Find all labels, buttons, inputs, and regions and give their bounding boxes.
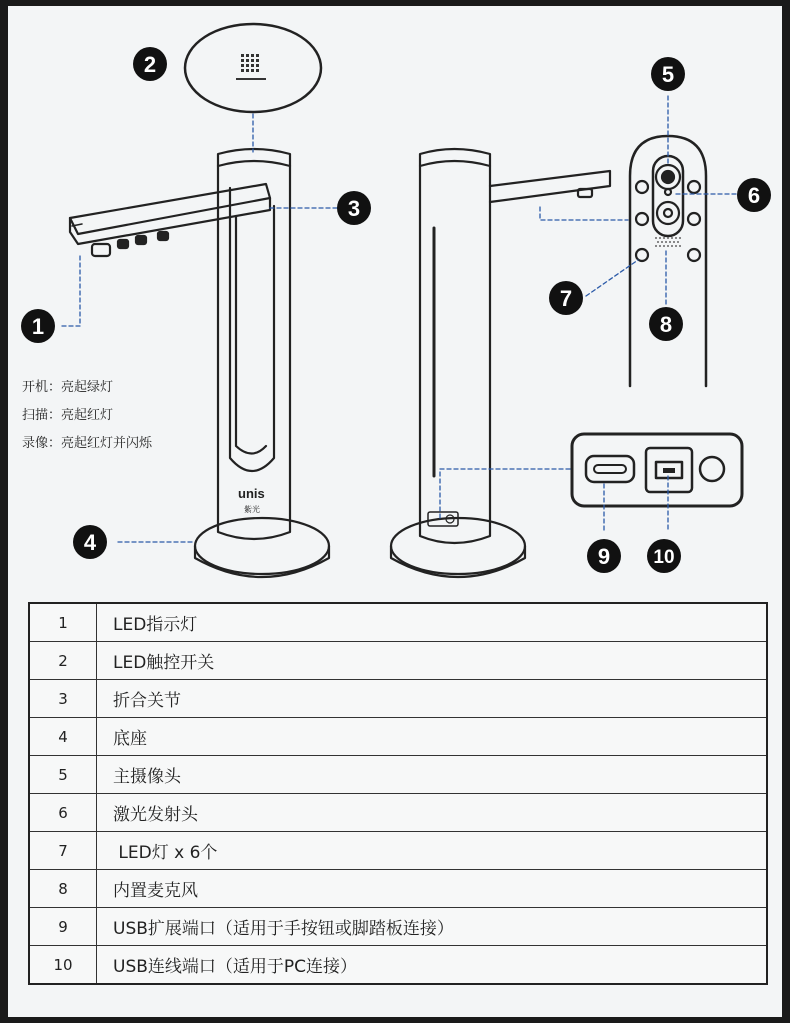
part-number: 4 bbox=[29, 718, 97, 756]
brand-sub: 紫光 bbox=[244, 505, 260, 514]
side-view-device bbox=[391, 149, 610, 577]
legend-record: 录像：亮起红灯并闪烁 bbox=[22, 436, 153, 451]
microphone-grille bbox=[655, 237, 681, 247]
part-description: 折合关节 bbox=[97, 680, 768, 718]
part-description: 底座 bbox=[97, 718, 768, 756]
table-row bbox=[29, 603, 767, 642]
part-description: USB扩展端口（适用于手按钮或脚踏板连接） bbox=[97, 908, 768, 946]
table-row bbox=[29, 870, 767, 908]
led-light-1 bbox=[636, 181, 648, 193]
part-number: 9 bbox=[29, 908, 97, 946]
callout-2: 2 bbox=[143, 52, 157, 77]
table-row bbox=[29, 794, 767, 832]
brand-logo: unis bbox=[238, 486, 265, 501]
part-description: 内置麦克风 bbox=[97, 870, 768, 908]
indicator-legend bbox=[22, 374, 152, 458]
arm-underside-view bbox=[630, 136, 706, 386]
part-number: 6 bbox=[29, 794, 97, 832]
led-light-6 bbox=[688, 249, 700, 261]
table-row bbox=[29, 908, 767, 946]
callout-9: 9 bbox=[597, 544, 611, 569]
table-row bbox=[29, 718, 767, 756]
table-row bbox=[29, 756, 767, 794]
part-number: 3 bbox=[29, 680, 97, 718]
part-number: 8 bbox=[29, 870, 97, 908]
touch-switch-pad bbox=[185, 24, 321, 112]
parts-table bbox=[28, 602, 768, 985]
legend-power-on: 开机：亮起绿灯 bbox=[22, 380, 114, 395]
part-description: LED灯 x 6个 bbox=[97, 832, 768, 870]
part-description: 主摄像头 bbox=[97, 756, 768, 794]
part-number: 2 bbox=[29, 642, 97, 680]
callout-7: 7 bbox=[559, 286, 573, 311]
part-number: 5 bbox=[29, 756, 97, 794]
callout-badges bbox=[21, 47, 771, 573]
led-light-4 bbox=[688, 181, 700, 193]
part-number: 7 bbox=[29, 832, 97, 870]
callout-6: 6 bbox=[747, 183, 761, 208]
callout-4: 4 bbox=[83, 530, 97, 555]
part-description: USB连线端口（适用于PC连接） bbox=[97, 946, 768, 985]
callout-5: 5 bbox=[661, 62, 675, 87]
manual-sheet bbox=[8, 6, 782, 1017]
callout-leaders bbox=[62, 96, 738, 542]
table-row bbox=[29, 946, 767, 985]
part-number: 10 bbox=[29, 946, 97, 985]
led-light-5 bbox=[688, 213, 700, 225]
part-description: LED触控开关 bbox=[97, 642, 768, 680]
table-row bbox=[29, 680, 767, 718]
led-light-3 bbox=[636, 249, 648, 261]
led-light-2 bbox=[636, 213, 648, 225]
legend-scan: 扫描：亮起红灯 bbox=[22, 408, 114, 423]
callout-10: 10 bbox=[653, 547, 675, 568]
callout-1: 1 bbox=[31, 314, 45, 339]
part-description: 激光发射头 bbox=[97, 794, 768, 832]
front-view-device bbox=[70, 24, 329, 577]
table-row bbox=[29, 642, 767, 680]
port-panel-view bbox=[572, 434, 742, 506]
part-number: 1 bbox=[29, 603, 97, 642]
callout-8: 8 bbox=[659, 312, 673, 337]
table-row bbox=[29, 832, 767, 870]
part-description: LED指示灯 bbox=[97, 603, 768, 642]
callout-3: 3 bbox=[347, 196, 361, 221]
product-diagram bbox=[8, 6, 782, 596]
